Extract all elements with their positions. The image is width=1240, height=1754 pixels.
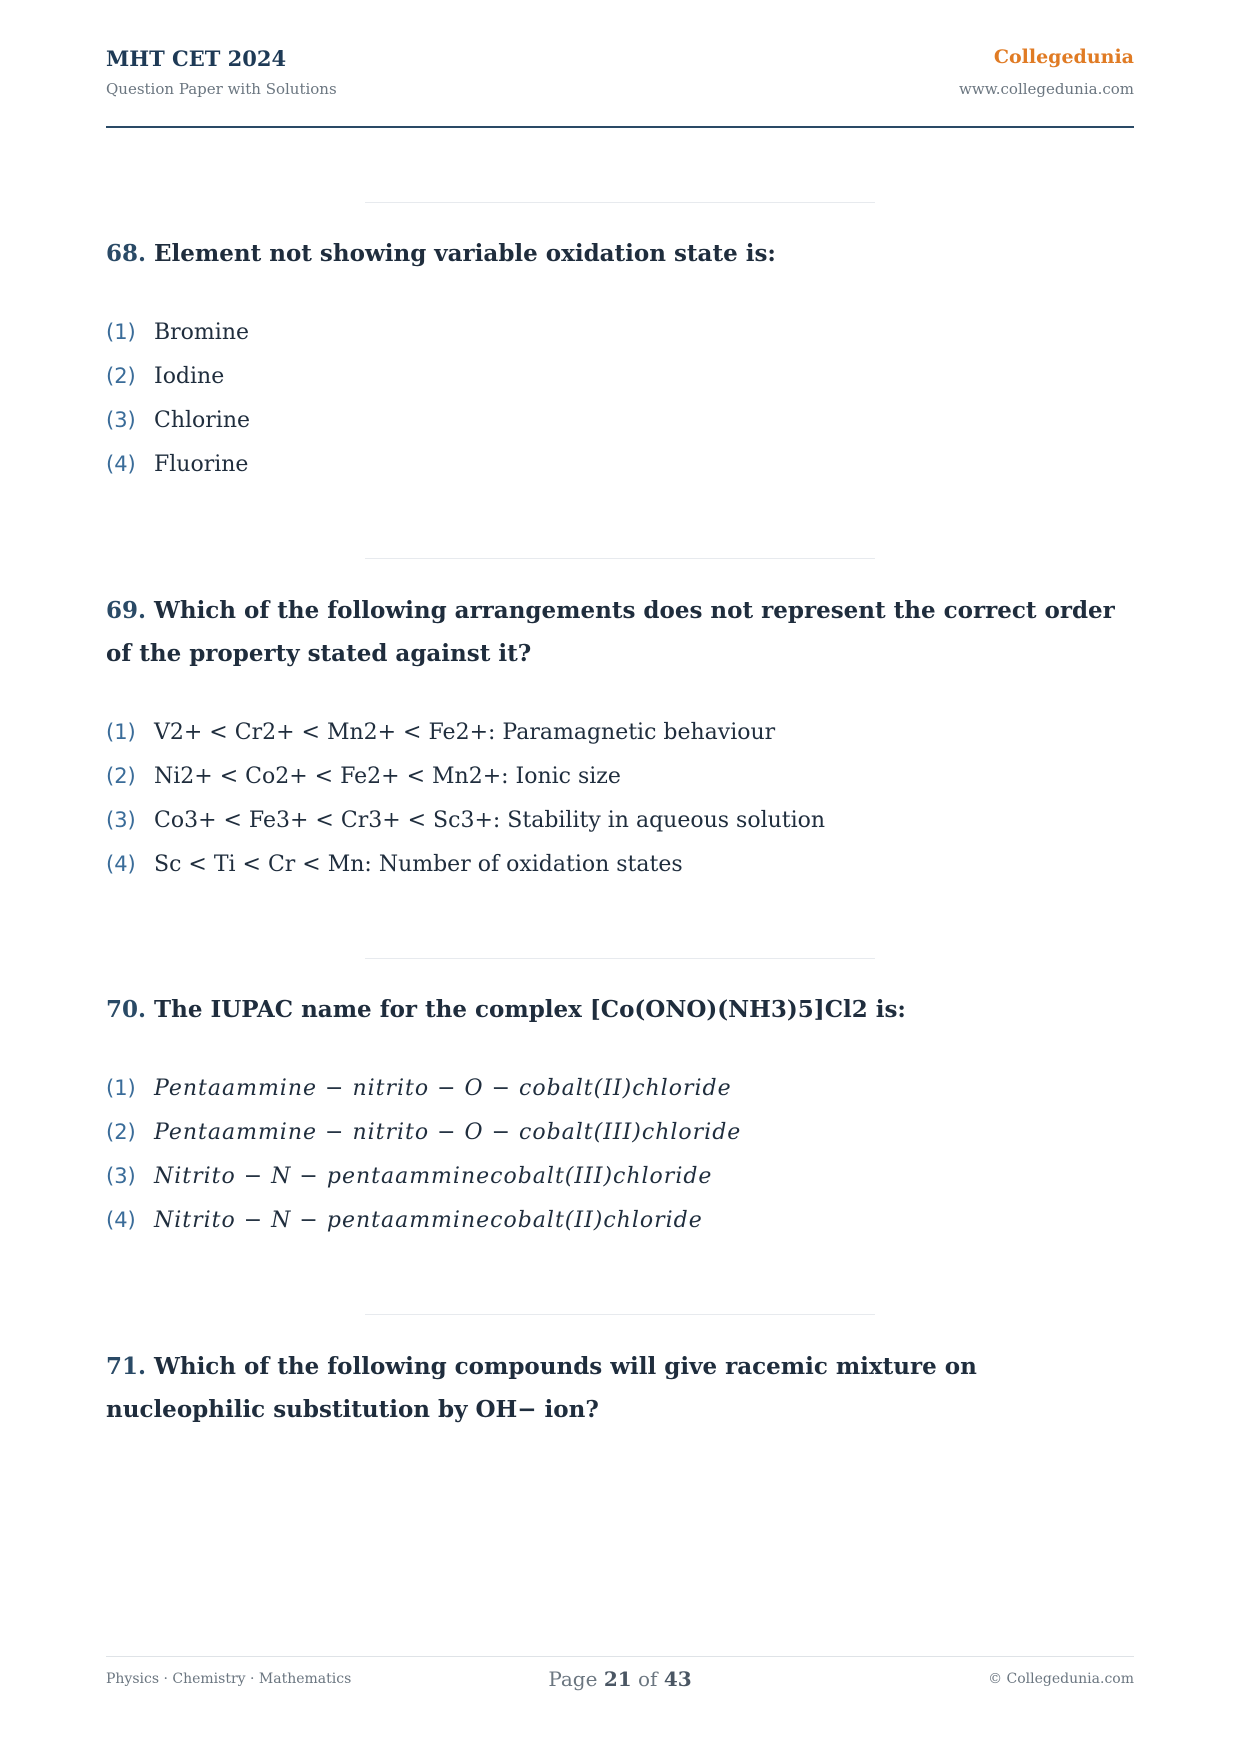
question-text: Which of the following arrangements does not represent the correct order of the property stated against it? — [106, 597, 1115, 667]
options-70 — [106, 1066, 1134, 1242]
question-69 — [106, 589, 1134, 675]
exam-subtitle: Question Paper with Solutions — [106, 80, 337, 98]
brand-url: www.collegedunia.com — [959, 80, 1134, 98]
page-of: of — [638, 1667, 658, 1691]
page-footer — [106, 1656, 1134, 1717]
option-label: (2) — [106, 364, 136, 388]
question-text: The IUPAC name for the complex [Co(ONO)(NH3)5]Cl2 is: — [154, 996, 906, 1023]
option-label: (1) — [106, 1076, 136, 1100]
page-number — [106, 1667, 1134, 1691]
option-text: V2+ < Cr2+ < Mn2+ < Fe2+: Paramagnetic behaviour — [154, 720, 776, 745]
page-prefix: Page — [548, 1667, 598, 1691]
option — [106, 1198, 1134, 1242]
option-label: (1) — [106, 720, 136, 744]
question-number: 70. — [106, 996, 147, 1023]
option — [106, 310, 1134, 354]
option — [106, 798, 1134, 842]
option-label: (3) — [106, 808, 136, 832]
option-text: Fluorine — [154, 452, 249, 477]
footer-subjects: Physics · Chemistry · Mathematics — [106, 1671, 352, 1687]
exam-title: MHT CET 2024 — [106, 46, 287, 71]
page-total: 43 — [663, 1667, 692, 1691]
option-text: Pentaammine − nitrito − O − cobalt(III)chloride — [154, 1120, 742, 1145]
question-68 — [106, 232, 1134, 275]
question-number: 68. — [106, 240, 147, 267]
question-divider — [365, 558, 875, 559]
question-number: 71. — [106, 1353, 147, 1380]
option-label: (4) — [106, 452, 136, 476]
option — [106, 354, 1134, 398]
option-text: Pentaammine − nitrito − O − cobalt(II)chloride — [154, 1076, 732, 1101]
option-text: Ni2+ < Co2+ < Fe2+ < Mn2+: Ionic size — [154, 764, 621, 789]
question-divider — [365, 958, 875, 959]
option-text: Co3+ < Fe3+ < Cr3+ < Sc3+: Stability in aqueous solution — [154, 808, 826, 833]
option — [106, 1154, 1134, 1198]
brand-name: Collegedunia — [993, 46, 1134, 68]
option-text: Iodine — [154, 364, 225, 389]
options-68 — [106, 310, 1134, 486]
options-69 — [106, 710, 1134, 886]
question-divider — [365, 202, 875, 203]
option-text: Chlorine — [154, 408, 251, 433]
option-text: Bromine — [154, 320, 250, 345]
question-text: Which of the following compounds will give racemic mixture on nucleophilic substitution by OH− ion? — [106, 1353, 977, 1423]
option — [106, 1110, 1134, 1154]
page-header — [106, 44, 1134, 128]
option — [106, 442, 1134, 486]
option-text: Nitrito − N − pentaamminecobalt(II)chloride — [154, 1208, 703, 1233]
footer-copyright: © Collegedunia.com — [988, 1671, 1134, 1687]
question-text: Element not showing variable oxidation state is: — [154, 240, 776, 267]
question-71 — [106, 1345, 1134, 1431]
option — [106, 398, 1134, 442]
option — [106, 842, 1134, 886]
question-divider — [365, 1314, 875, 1315]
option — [106, 754, 1134, 798]
option-label: (2) — [106, 1120, 136, 1144]
option — [106, 1066, 1134, 1110]
option-label: (4) — [106, 1208, 136, 1232]
option-label: (2) — [106, 764, 136, 788]
option-label: (4) — [106, 852, 136, 876]
option-label: (3) — [106, 408, 136, 432]
option-label: (3) — [106, 1164, 136, 1188]
question-number: 69. — [106, 597, 147, 624]
option-text: Nitrito − N − pentaamminecobalt(III)chloride — [154, 1164, 713, 1189]
page-current: 21 — [603, 1667, 632, 1691]
question-70 — [106, 988, 1134, 1031]
option — [106, 710, 1134, 754]
option-label: (1) — [106, 320, 136, 344]
option-text: Sc < Ti < Cr < Mn: Number of oxidation states — [154, 852, 683, 877]
